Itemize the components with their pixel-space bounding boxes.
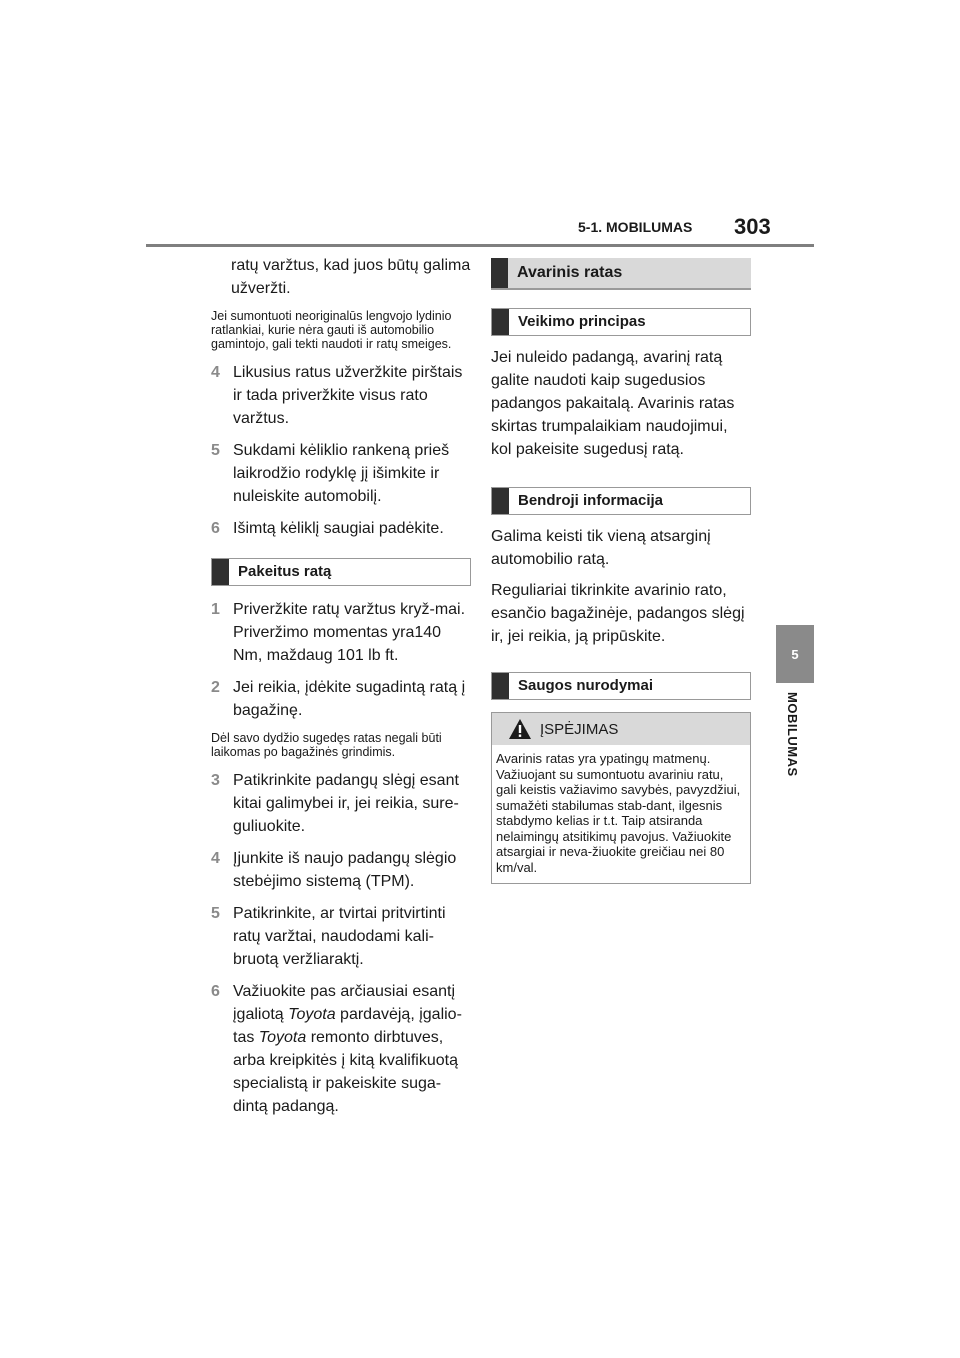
step-item <box>211 980 471 1118</box>
left-column <box>211 254 471 1127</box>
step-number: 2 <box>211 679 220 696</box>
warning-text: Avarinis ratas yra ypatingų matmenų. Važiuojant su sumontuotu avariniu ratu, gali keistis važiavimo savybės, pavyzdžiui, sumažėti stabilumas stab-dant, ilgesnis stabdymo kelias ir t.t. Taip atsiranda nelaimingų atsitikimų pavojus. Važiuokite atsargiai ir neva-žiuokite greičiau nei 80 km/val. <box>496 751 741 875</box>
heading-marker <box>492 488 509 514</box>
page-number: 303 <box>734 214 771 239</box>
paragraph: Jei nuleido padangą, avarinį ratą galite naudoti kaip sugedusios padangos pakaitalą. Avarinis ratas skirtas trumpalaikiam naudojimui, kol pakeisite sugedusį ratą. <box>491 349 735 458</box>
step-number: 4 <box>211 364 220 381</box>
step-item <box>211 361 471 430</box>
paragraph: Galima keisti tik vieną atsarginį automobilio ratą. <box>491 528 711 568</box>
step-text: Priveržkite ratų varžtus kryž-mai. Priveržimo momentas yra140 Nm, maždaug 101 lb ft. <box>233 601 466 664</box>
heading-marker <box>492 309 509 335</box>
step-item <box>211 769 471 838</box>
heading-operating-principle <box>491 308 751 336</box>
warning-triangle-icon <box>508 718 532 740</box>
warning-box <box>491 712 751 884</box>
step-number: 6 <box>211 983 220 1000</box>
heading-marker <box>491 258 508 288</box>
heading-marker <box>212 559 229 585</box>
paragraph: Reguliariai tikrinkite avarinio rato, esančio bagažinėje, padangos slėgį ir, jei reikia, ją pripūskite. <box>491 582 745 645</box>
header-divider <box>146 244 814 247</box>
step-text: Išimtą kėliklį saugiai padėkite. <box>233 520 444 537</box>
heading-general-info <box>491 487 751 515</box>
heading-text: Pakeitus ratą <box>238 563 332 580</box>
right-column <box>491 258 751 884</box>
step-item <box>211 517 471 540</box>
note-alloy-rims: Jei sumontuoti neoriginalūs lengvojo lydinio ratlankiai, kurie nėra gauti iš automobilio gamintojo, gali tekti naudoti ir ratų smeiges. <box>211 309 452 351</box>
step-number: 6 <box>211 520 220 537</box>
step-item <box>211 598 471 667</box>
heading-marker <box>492 673 509 699</box>
step-text: Sukdami kėliklio rankeną prieš laikrodžio rodyklę jį išimkite ir nuleiskite automobilį. <box>233 442 450 505</box>
chapter-label: MOBILUMAS <box>785 692 800 777</box>
brand-name: Toyota <box>288 1006 336 1023</box>
step-text: Įjunkite iš naujo padangų slėgio stebėjimo sistemą (TPM). <box>233 850 457 890</box>
note-trunk-floor: Dėl savo dydžio sugedęs ratas negali būti laikomas po bagažinės grindimis. <box>211 731 442 759</box>
brand-name: Toyota <box>258 1029 307 1046</box>
warning-title: ĮSPĖJIMAS <box>540 720 619 738</box>
step-item <box>211 439 471 508</box>
step-text: Patikrinkite, ar tvirtai pritvirtinti ratų varžtai, naudodami kali-bruotą veržliaraktį. <box>233 905 446 968</box>
heading-text: Saugos nurodymai <box>518 677 654 694</box>
step-number: 5 <box>211 905 220 922</box>
heading-text: Avarinis ratas <box>517 264 623 281</box>
step-number: 4 <box>211 850 220 867</box>
step-text: Likusius ratus užveržkite pirštais ir tada priveržkite visus rato varžtus. <box>233 364 463 427</box>
section-title: 5-1. MOBILUMAS <box>578 219 693 235</box>
step-text-part: pardavėją, įgalio-tas <box>233 1006 462 1046</box>
continued-text: ratų varžtus, kad juos būtų galima užveržti. <box>231 257 471 297</box>
step-number: 1 <box>211 601 220 618</box>
step-number: 5 <box>211 442 220 459</box>
chapter-tab <box>776 625 814 683</box>
step-text: Patikrinkite padangų slėgį esant kitai galimybei ir, jei reikia, sure-guliuokite. <box>233 772 459 835</box>
step-item <box>211 676 471 722</box>
heading-spare-wheel <box>491 258 751 290</box>
step-text <box>233 980 471 1118</box>
heading-text: Bendroji informacija <box>518 492 664 509</box>
heading-after-change <box>211 558 471 586</box>
step-item <box>211 847 471 893</box>
step-number: 3 <box>211 772 220 789</box>
heading-safety-notes <box>491 672 751 700</box>
step-text-part: Važiuokite pas arčiausiai esantį įgaliotą <box>233 983 456 1023</box>
warning-header <box>492 713 750 745</box>
step-text-part: remonto dirbtuves, arba kreipkitės į kitą kvalifikuotą specialistą ir pakeiskite suga-dintą padangą. <box>233 1029 458 1115</box>
chapter-number: 5 <box>791 646 799 662</box>
step-text: Jei reikia, įdėkite sugadintą ratą į bagažinę. <box>233 679 466 719</box>
step-item <box>211 902 471 971</box>
heading-text: Veikimo principas <box>518 313 646 330</box>
